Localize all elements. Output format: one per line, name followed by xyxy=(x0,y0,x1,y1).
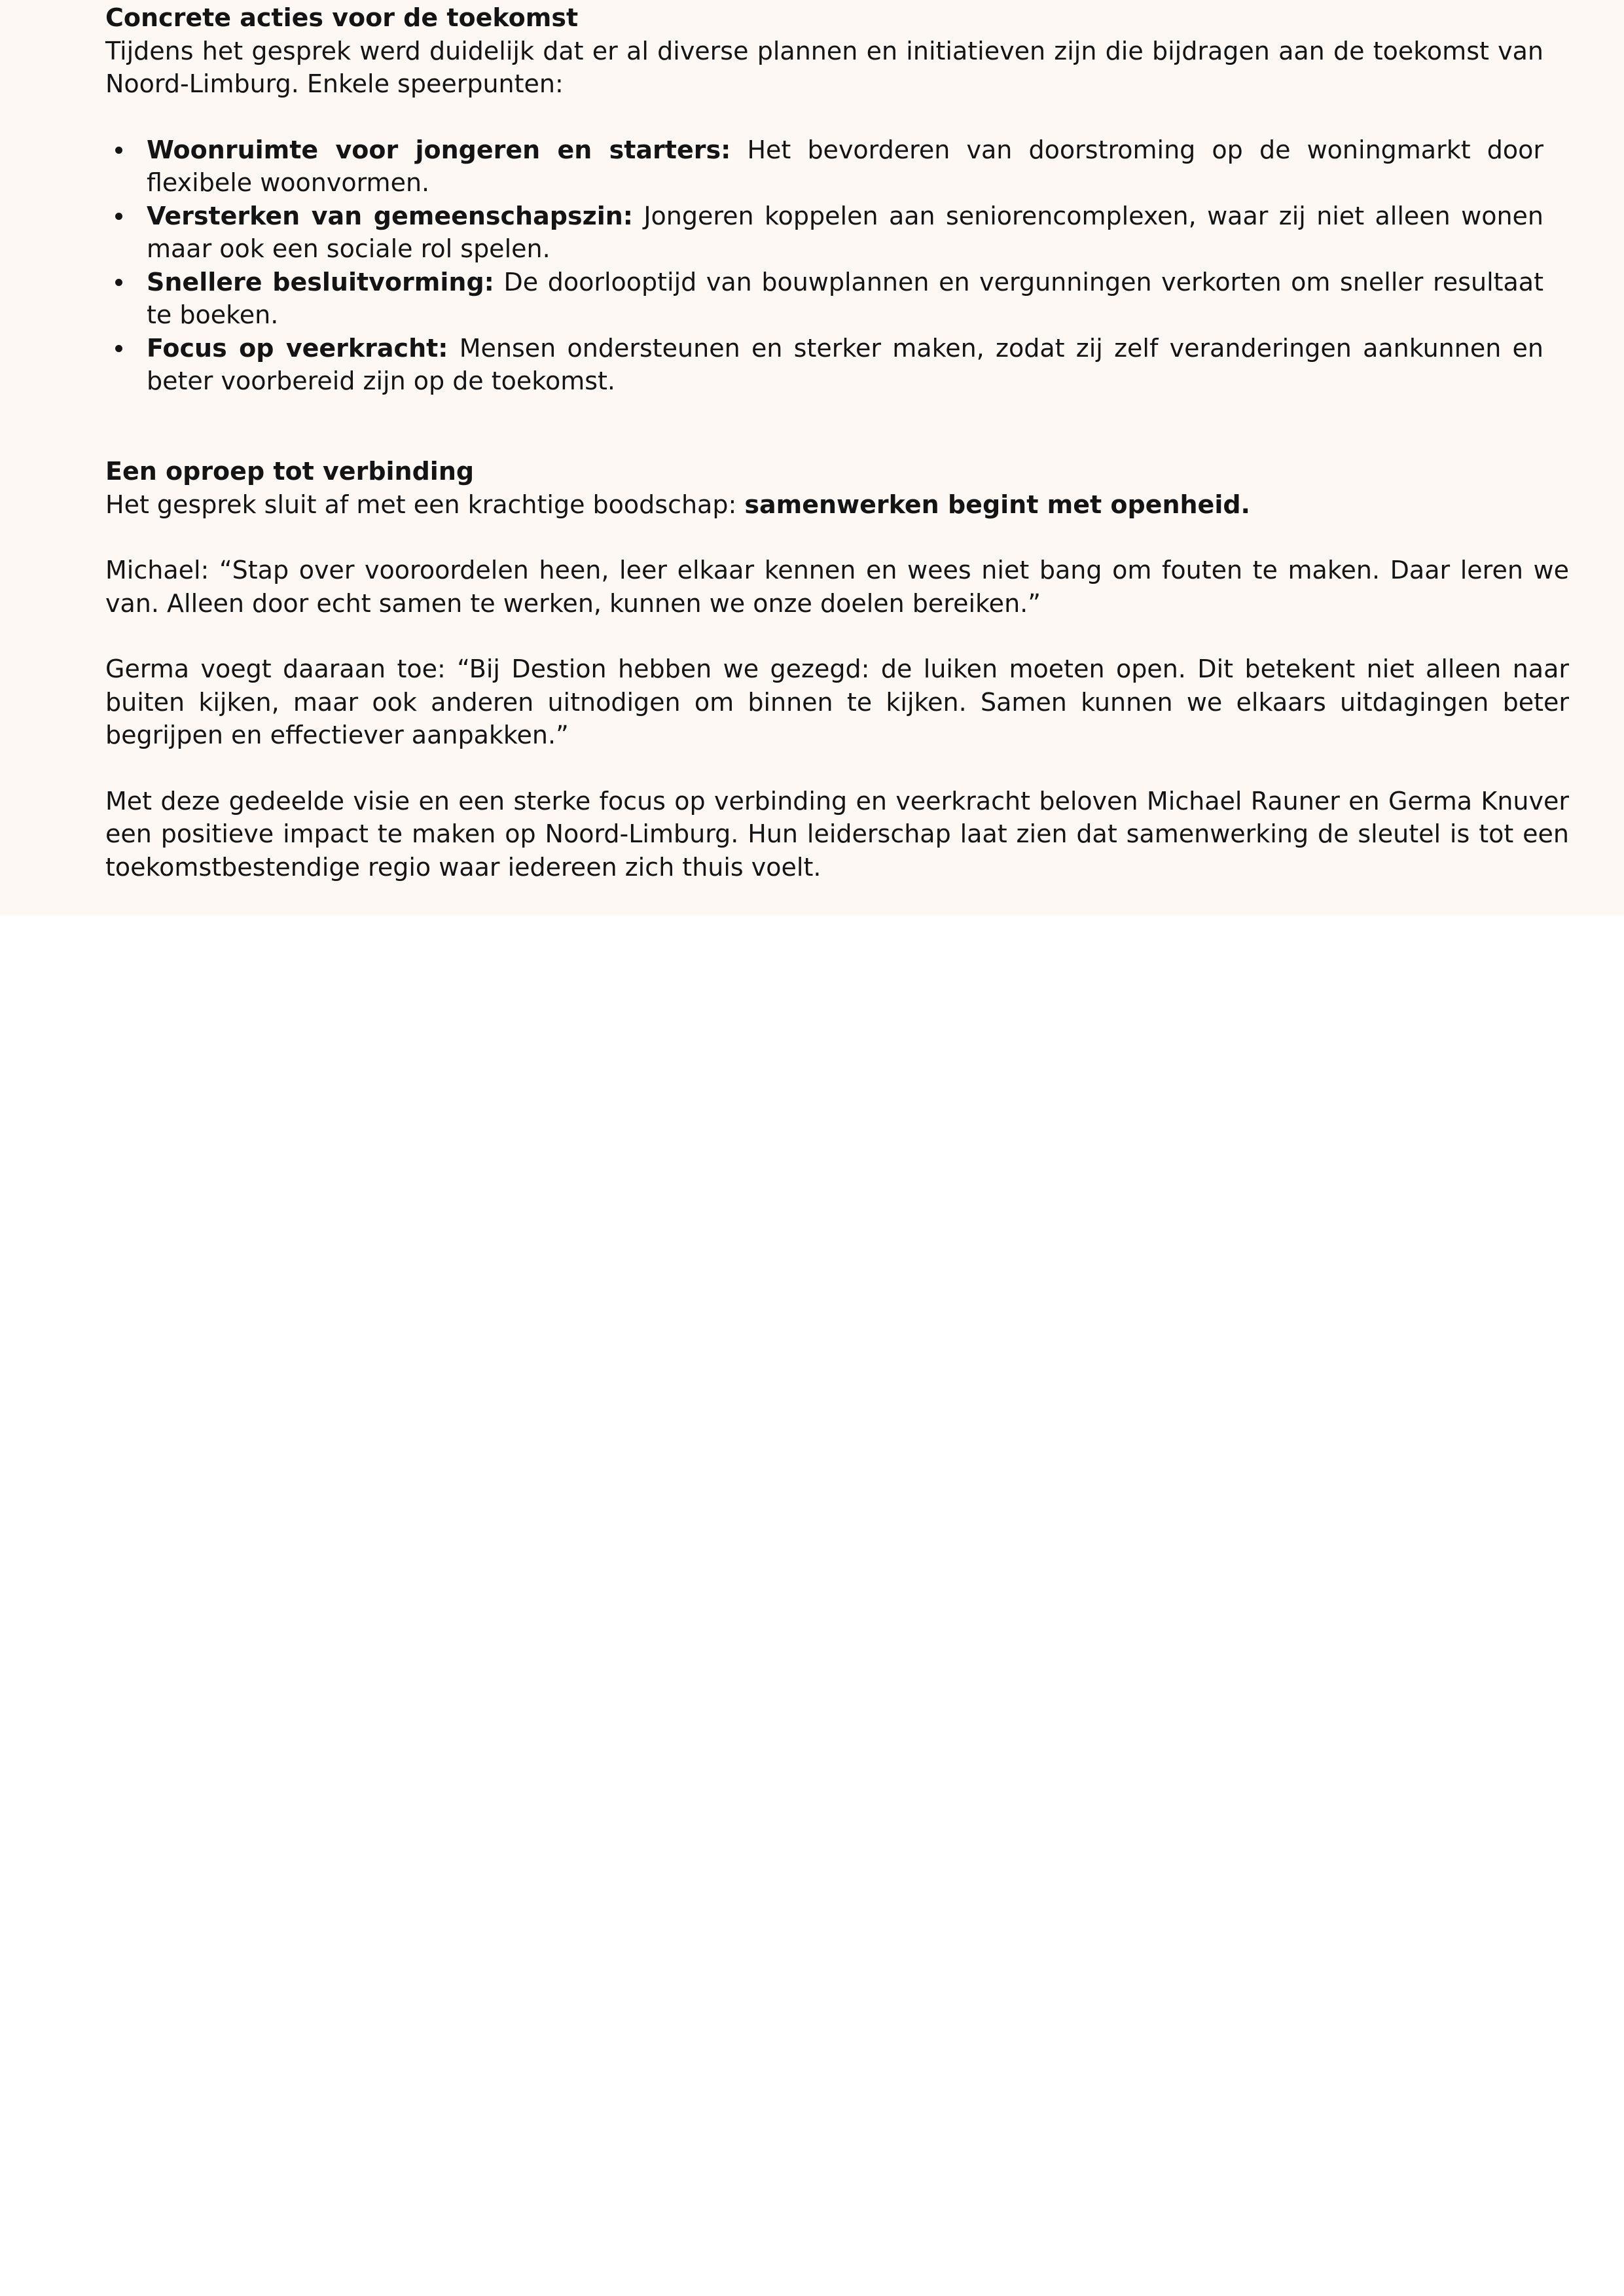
section-concrete-actions xyxy=(105,1,1543,398)
list-item-title: Woonruimte voor jongeren en starters: xyxy=(147,135,731,164)
quote-michael: Michael: “Stap over vooroordelen heen, leer elkaar kennen en wees niet bang om fouten te maken. Daar leren we van. Alleen door echt samen te werken, kunnen we onze doelen bereiken.” xyxy=(105,556,1569,618)
closing-paragraph: Met deze gedeelde visie en een sterke focus op verbinding en veerkracht beloven Michael Rauner en Germa Knuver een positieve impact te maken op Noord-Limburg. Hun leiderschap laat zien dat samenwerking de sleutel is tot een toekomstbestendige regio waar iedereen zich thuis voelt. xyxy=(105,786,1569,882)
bullet-icon xyxy=(115,345,122,352)
bullet-icon xyxy=(115,279,122,286)
list-item-title: Focus op veerkracht: xyxy=(147,333,448,363)
list-item xyxy=(105,134,1543,200)
section-heading: Concrete acties voor de toekomst xyxy=(105,3,579,32)
quote-germa: Germa voegt daaraan toe: “Bij Destion hebben we gezegd: de luiken moeten open. Dit betekent niet alleen naar buiten kijken, maar ook anderen uitnodigen om binnen te kijken. Samen kunnen we elkaars uitdagingen beter begrijpen en effectiever aanpakken.” xyxy=(105,655,1569,749)
intro-bold-text: samenwerken begint met openheid. xyxy=(744,490,1250,519)
section-call-to-connect xyxy=(105,455,1569,884)
list-item xyxy=(105,266,1543,332)
list-item xyxy=(105,200,1543,266)
list-item-text: Mensen ondersteunen en sterker maken, zodat zij zelf veranderingen aankunnen en beter voorbereid zijn op de toekomst. xyxy=(147,333,1544,395)
intro-text: Het gesprek sluit af met een krachtige boodschap: xyxy=(105,490,745,519)
action-list xyxy=(105,134,1543,398)
list-item-text: Het bevorderen van doorstroming op de woningmarkt door flexibele woonvormen. xyxy=(147,135,1543,197)
bullet-icon xyxy=(115,147,122,154)
bullet-icon xyxy=(115,213,122,220)
section-intro: Tijdens het gesprek werd duidelijk dat er al diverse plannen en initiatieven zijn die bijdragen aan de toekomst van Noord-Limburg. Enkele speerpunten: xyxy=(105,36,1543,98)
section-intro xyxy=(105,488,1569,522)
list-item xyxy=(105,332,1543,398)
section-heading: Een oproep tot verbinding xyxy=(105,457,475,486)
list-item-text: De doorlooptijd van bouwplannen en vergunningen verkorten om sneller resultaat te boeken. xyxy=(147,267,1543,329)
list-item-text: Jongeren koppelen aan seniorencomplexen, waar zij niet alleen wonen maar ook een sociale rol spelen. xyxy=(147,201,1543,263)
list-item-title: Versterken van gemeenschapszin: xyxy=(147,201,633,230)
list-item-title: Snellere besluitvorming: xyxy=(147,267,494,296)
